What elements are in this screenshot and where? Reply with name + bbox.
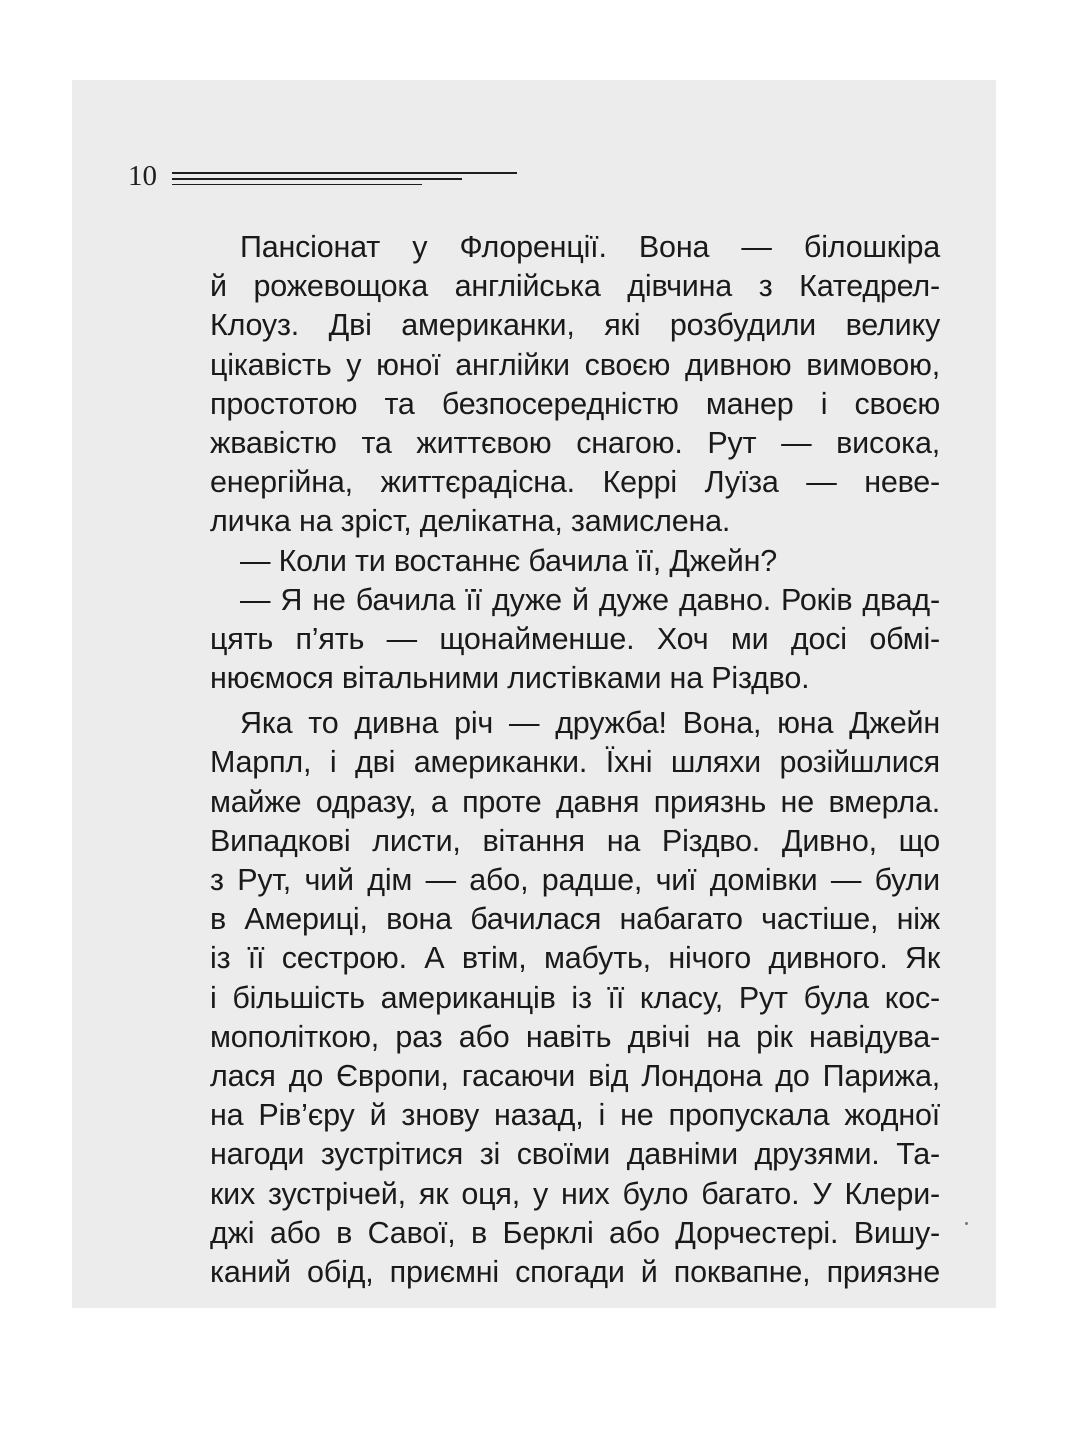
- text-line: нюємося вітальними листівками на Різдво.: [210, 661, 810, 696]
- text-line: із її сестрою. А втім, мабуть, нічого дивного. Як: [210, 941, 940, 976]
- text-line: ких зустрічей, як оця, у них було багато. У Клери-: [210, 1176, 940, 1211]
- text-line: енергійна, життєрадісна. Керрі Луїза — неве-: [210, 465, 940, 500]
- dialogue-line: — Коли ти востаннє бачила її, Джейн?: [240, 543, 777, 578]
- text-line: з Рут, чий дім — або, радше, чиї домівки — були: [210, 863, 940, 897]
- text-line: лася до Європи, гасаючи від Лондона до Парижа,: [210, 1058, 940, 1093]
- text-line: Клоуз. Дві американки, які розбудили велику: [210, 308, 940, 343]
- text-line: і більшість американців із її класу, Рут була кос-: [210, 980, 940, 1015]
- text-line: мополіткою, раз або навіть двічі на рік навідува-: [210, 1019, 940, 1054]
- text-line: Пансіонат у Флоренції. Вона — білошкіра: [240, 230, 940, 264]
- page-header: [128, 80, 608, 192]
- header-rule-2: [172, 178, 462, 180]
- body-text: [210, 228, 940, 1292]
- text-line: майже одразу, а проте давня приязнь не вмерла.: [210, 784, 940, 819]
- text-line: цять п’ять — щонайменше. Хоч ми досі обмі-: [210, 621, 940, 656]
- text-line: личка на зріст, делікатна, замислена.: [210, 504, 731, 539]
- header-rule-3: [172, 184, 422, 185]
- text-line: каний обід, приємні спогади й поквапне, приязне: [210, 1254, 940, 1289]
- text-line: Яка то дивна річ — дружба! Вона, юна Джейн: [240, 706, 940, 741]
- dialogue-line: — Я не бачила її дуже й дуже давно. Років двад-: [240, 582, 940, 617]
- print-speck: [965, 1222, 968, 1225]
- text-line: Марпл, і дві американки. Їхні шляхи розійшлися: [210, 745, 940, 780]
- text-line: й рожевощока англійська дівчина з Катедрел-: [210, 269, 940, 304]
- text-line: в Америці, вона бачилася набагато частіше, ніж: [210, 902, 940, 937]
- page-number: 10: [128, 160, 157, 192]
- text-line: простотою та безпосередністю манер і своєю: [210, 386, 940, 421]
- header-rule-1: [172, 172, 517, 174]
- text-line: цікавість у юної англійки своєю дивною вимовою,: [210, 347, 940, 382]
- text-line: Випадкові листи, вітання на Різдво. Дивно, що: [210, 823, 940, 858]
- text-line: на Рів’єру й знову назад, і не пропускала жодної: [210, 1098, 940, 1133]
- text-line: джі або в Савої, в Берклі або Дорчестері. Вишу-: [210, 1215, 940, 1250]
- text-line: нагоди зустрітися зі своїми давніми друзями. Та-: [210, 1137, 940, 1172]
- text-line: жвавістю та життєвою снагою. Рут — висока,: [210, 425, 940, 460]
